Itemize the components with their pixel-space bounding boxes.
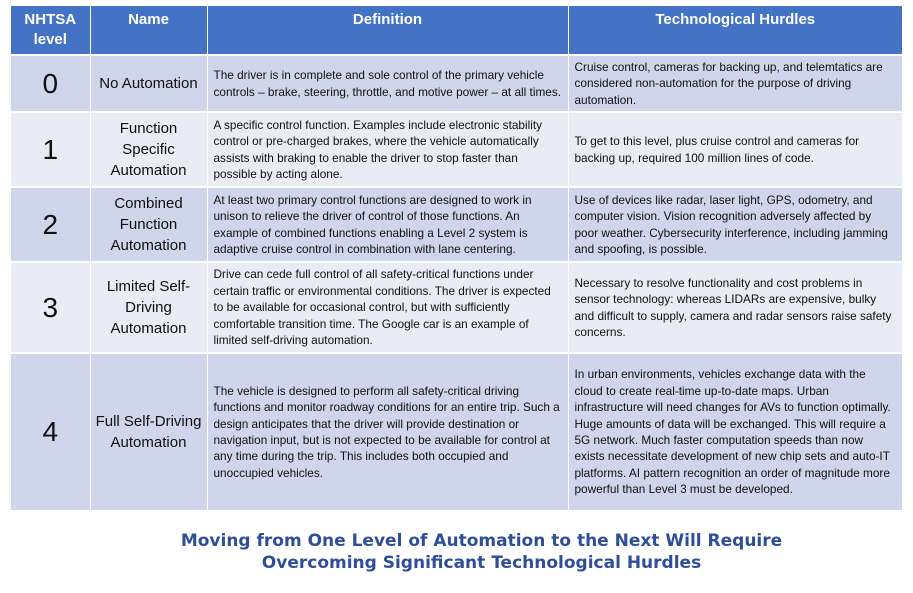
name-cell: Combined Function Automation	[90, 187, 207, 262]
level-cell: 2	[11, 187, 90, 262]
definition-cell: A specific control function. Examples include electronic stability control or pre-charged brakes, where the vehicle automatically assists with braking to enable the driver to stop faster than possible by acting alone.	[207, 112, 568, 187]
caption-line-2: Overcoming Significant Technological Hurdles	[261, 553, 702, 573]
hurdles-cell: Necessary to resolve functionality and cost problems in sensor technology: whereas LIDARs are expensive, bulky and difficult to supply, camera and radar sensors raise safety concerns.	[568, 262, 902, 353]
definition-cell: The vehicle is designed to perform all safety-critical driving functions and monitor roadway conditions for an entire trip. Such a design anticipates that the driver will provide destination or navigation input, but is not expected to be available for control at any time during the trip. This includes both occupied and unoccupied vehicles.	[207, 353, 568, 510]
name-cell: Limited Self-Driving Automation	[90, 262, 207, 353]
header-level: NHTSA level	[11, 6, 90, 55]
definition-cell: The driver is in complete and sole control of the primary vehicle controls – brake, steering, throttle, and motive power – at all times.	[207, 55, 568, 112]
name-cell: Full Self-Driving Automation	[90, 353, 207, 510]
table-row	[11, 187, 902, 262]
automation-levels-table-container	[11, 6, 902, 510]
name-cell: No Automation	[90, 55, 207, 112]
hurdles-cell: Use of devices like radar, laser light, GPS, odometry, and computer vision. Vision recognition adversely affected by poor weather. Cybersecurity interference, including jamming and spoofing, is possible.	[568, 187, 902, 262]
definition-cell: At least two primary control functions are designed to work in unison to relieve the driver of control of those functions. An example of combined functions enabling a Level 2 system is adaptive cruise control in combination with lane centering.	[207, 187, 568, 262]
caption-line-1: Moving from One Level of Automation to the Next Will Require	[180, 531, 783, 551]
header-hurdles: Technological Hurdles	[568, 6, 902, 55]
table-row	[11, 262, 902, 353]
level-cell: 4	[11, 353, 90, 510]
table-row	[11, 55, 902, 112]
level-cell: 3	[11, 262, 90, 353]
automation-levels-table	[11, 6, 902, 510]
hurdles-cell: Cruise control, cameras for backing up, and telemtatics are considered non-automation for the purpose of driving automation.	[568, 55, 902, 112]
header-definition: Definition	[207, 6, 568, 55]
name-cell: Function Specific Automation	[90, 112, 207, 187]
table-header-row	[11, 6, 902, 55]
hurdles-cell: To get to this level, plus cruise control and cameras for backing up, required 100 million lines of code.	[568, 112, 902, 187]
level-cell: 1	[11, 112, 90, 187]
slide-caption	[100, 530, 863, 574]
table-row	[11, 112, 902, 187]
table-row	[11, 353, 902, 510]
level-cell: 0	[11, 55, 90, 112]
hurdles-cell: In urban environments, vehicles exchange data with the cloud to create real-time up-to-date maps. Urban infrastructure will need changes for AVs to function optimally. Huge amounts of data will be exchanged. This will require a 5G network. Much faster computation speeds than now exists necessitate development of new chip sets and auto-IT platforms. AI pattern recognition an order of magnitude more powerful than Level 3 must be developed.	[568, 353, 902, 510]
definition-cell: Drive can cede full control of all safety-critical functions under certain traffic or environmental conditions. The driver is expected to be available for occasional control, but with sufficiently comfortable transition time. The Google car is an example of limited self-driving automation.	[207, 262, 568, 353]
header-name: Name	[90, 6, 207, 55]
